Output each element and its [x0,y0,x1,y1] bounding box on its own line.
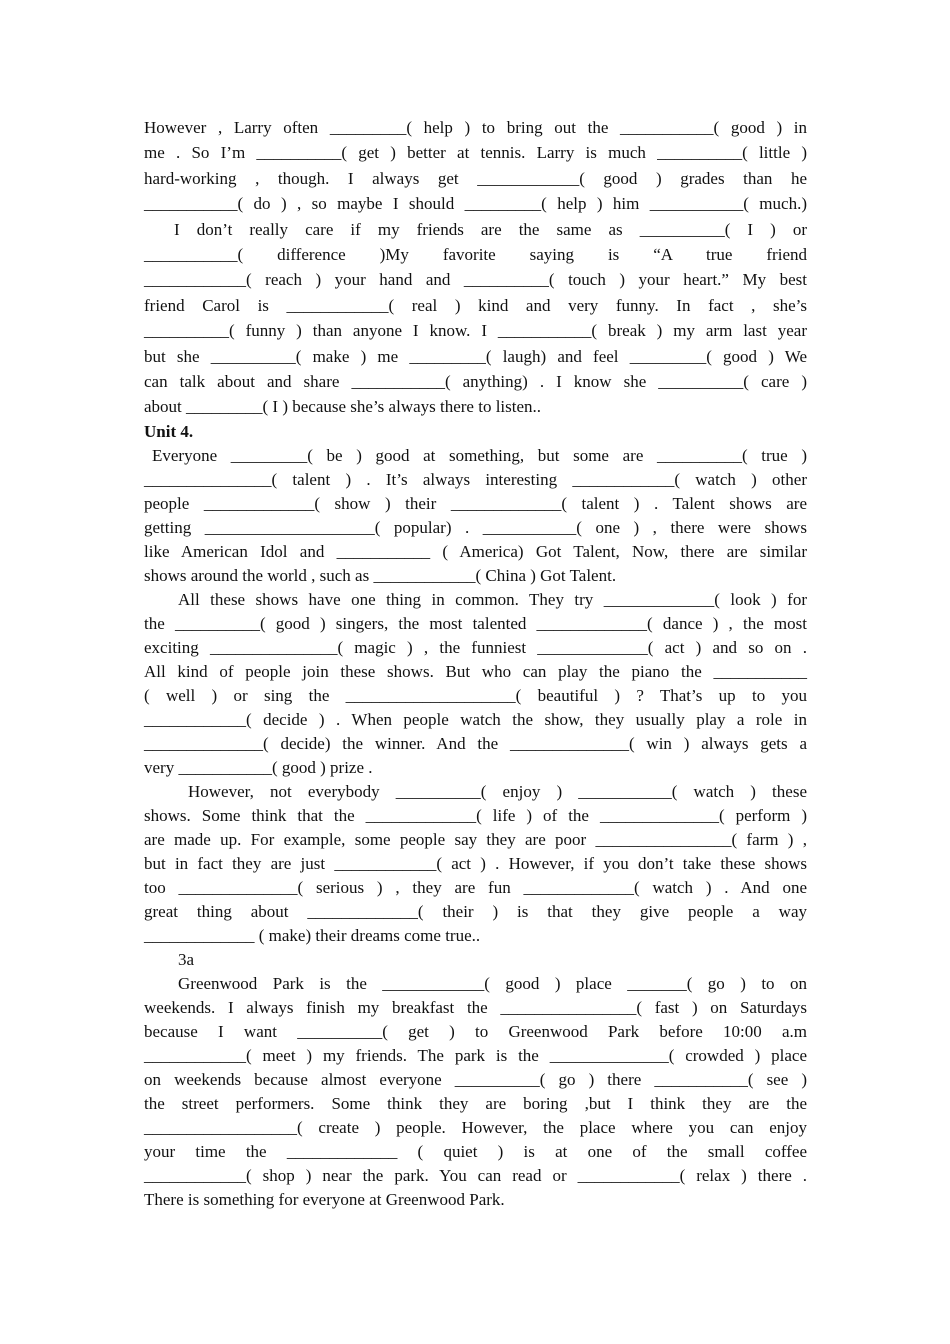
text-line: about _________( I ) because she’s always there to listen.. [144,397,542,417]
text-line: but in fact they are just ____________( act ) . However, if you don’t take these shows [144,853,807,873]
text-line: __________________( create ) people. However, the place where you can enjoy [144,1117,807,1137]
text-line: Everyone _________( be ) good at something, but some are __________( true ) [152,445,807,465]
section-label-3a: 3a [178,949,195,969]
text-line: hard-working , though. I always get ____________( good ) grades than he [144,168,807,188]
unit-heading: Unit 4. [144,421,194,441]
text-line: ____________( shop ) near the park. You can read or ____________( relax ) there . [144,1165,807,1185]
text-line: _____________ ( make) their dreams come true.. [144,925,481,945]
text-line: All kind of people join these shows. But who can play the piano the ___________ [144,661,807,681]
text-line: getting ____________________( popular) . ___________( one ) , there were shows [144,517,807,537]
text-line: All these shows have one thing in common. They try _____________( look ) for [178,589,807,609]
text-line: Greenwood Park is the ____________( good ) place _______( go ) to on [178,973,807,993]
text-line: very ___________( good ) prize . [144,757,373,777]
text-line: ___________( difference )My favorite saying is “A true friend [144,244,807,264]
text-line: like American Idol and ___________ ( America) Got Talent, Now, there are similar [144,541,807,561]
text-line: __________( funny ) than anyone I know. I ___________( break ) my arm last year [144,321,807,341]
section-unit4 [144,420,807,1212]
text-line: people _____________( show ) their _____________( talent ) . Talent shows are [144,493,807,513]
text-line: exciting _______________( magic ) , the funniest _____________( act ) and so on . [144,637,807,657]
text-line: ____________( decide ) . When people watch the show, they usually play a role in [144,709,807,729]
text-line: weekends. I always finish my breakfast the ________________( fast ) on Saturdays [144,997,807,1017]
text-line: ___________( do ) , so maybe I should _________( help ) him ___________( much.) [144,194,807,214]
text-line: ( well ) or sing the ____________________( beautiful ) ? That’s up to you [144,685,807,705]
text-line: However , Larry often _________( help ) to bring out the ___________( good ) in [144,118,807,137]
text-line: ______________( decide) the winner. And the ______________( win ) always gets a [144,733,807,753]
text-line: can talk about and share ___________( anything) . I know she __________( care ) [144,371,807,391]
text-line: ____________( reach ) your hand and __________( touch ) your heart.” My best [144,270,807,290]
text-line: shows around the world , such as ____________( China ) Got Talent. [144,565,617,585]
text-line: There is something for everyone at Greenwood Park. [144,1189,505,1209]
text-line: on weekends because almost everyone __________( go ) there ___________( see ) [144,1069,807,1089]
text-line: shows. Some think that the _____________( life ) of the ______________( perform ) [144,805,807,825]
text-line: the street performers. Some think they are boring ,but I think they are the [144,1093,807,1113]
text-line: However, not everybody __________( enjoy ) ___________( watch ) these [188,781,807,801]
text-line: but she __________( make ) me _________( laugh) and feel _________( good ) We [144,346,807,366]
document-page [144,115,807,1212]
section-unit3-passage [144,115,807,420]
text-line: the __________( good ) singers, the most talented _____________( dance ) , the most [144,613,807,633]
text-line: too ______________( serious ) , they are fun _____________( watch ) . And one [144,877,807,897]
text-line: me . So I’m __________( get ) better at tennis. Larry is much __________( little ) [144,143,807,163]
text-line: because I want __________( get ) to Greenwood Park before 10:00 a.m [144,1021,807,1041]
text-line: are made up. For example, some people say they are poor ________________( farm ) , [144,829,807,849]
text-line: your time the _____________ ( quiet ) is at one of the small coffee [144,1141,807,1161]
text-line: ____________( meet ) my friends. The park is the ______________( crowded ) place [144,1045,807,1065]
text-line: friend Carol is ____________( real ) kind and very funny. In fact , she’s [144,295,807,315]
text-line: _______________( talent ) . It’s always interesting ____________( watch ) other [144,469,807,489]
text-line: great thing about _____________( their ) is that they give people a way [144,901,807,921]
text-line: I don’t really care if my friends are the same as __________( I ) or [174,219,807,239]
